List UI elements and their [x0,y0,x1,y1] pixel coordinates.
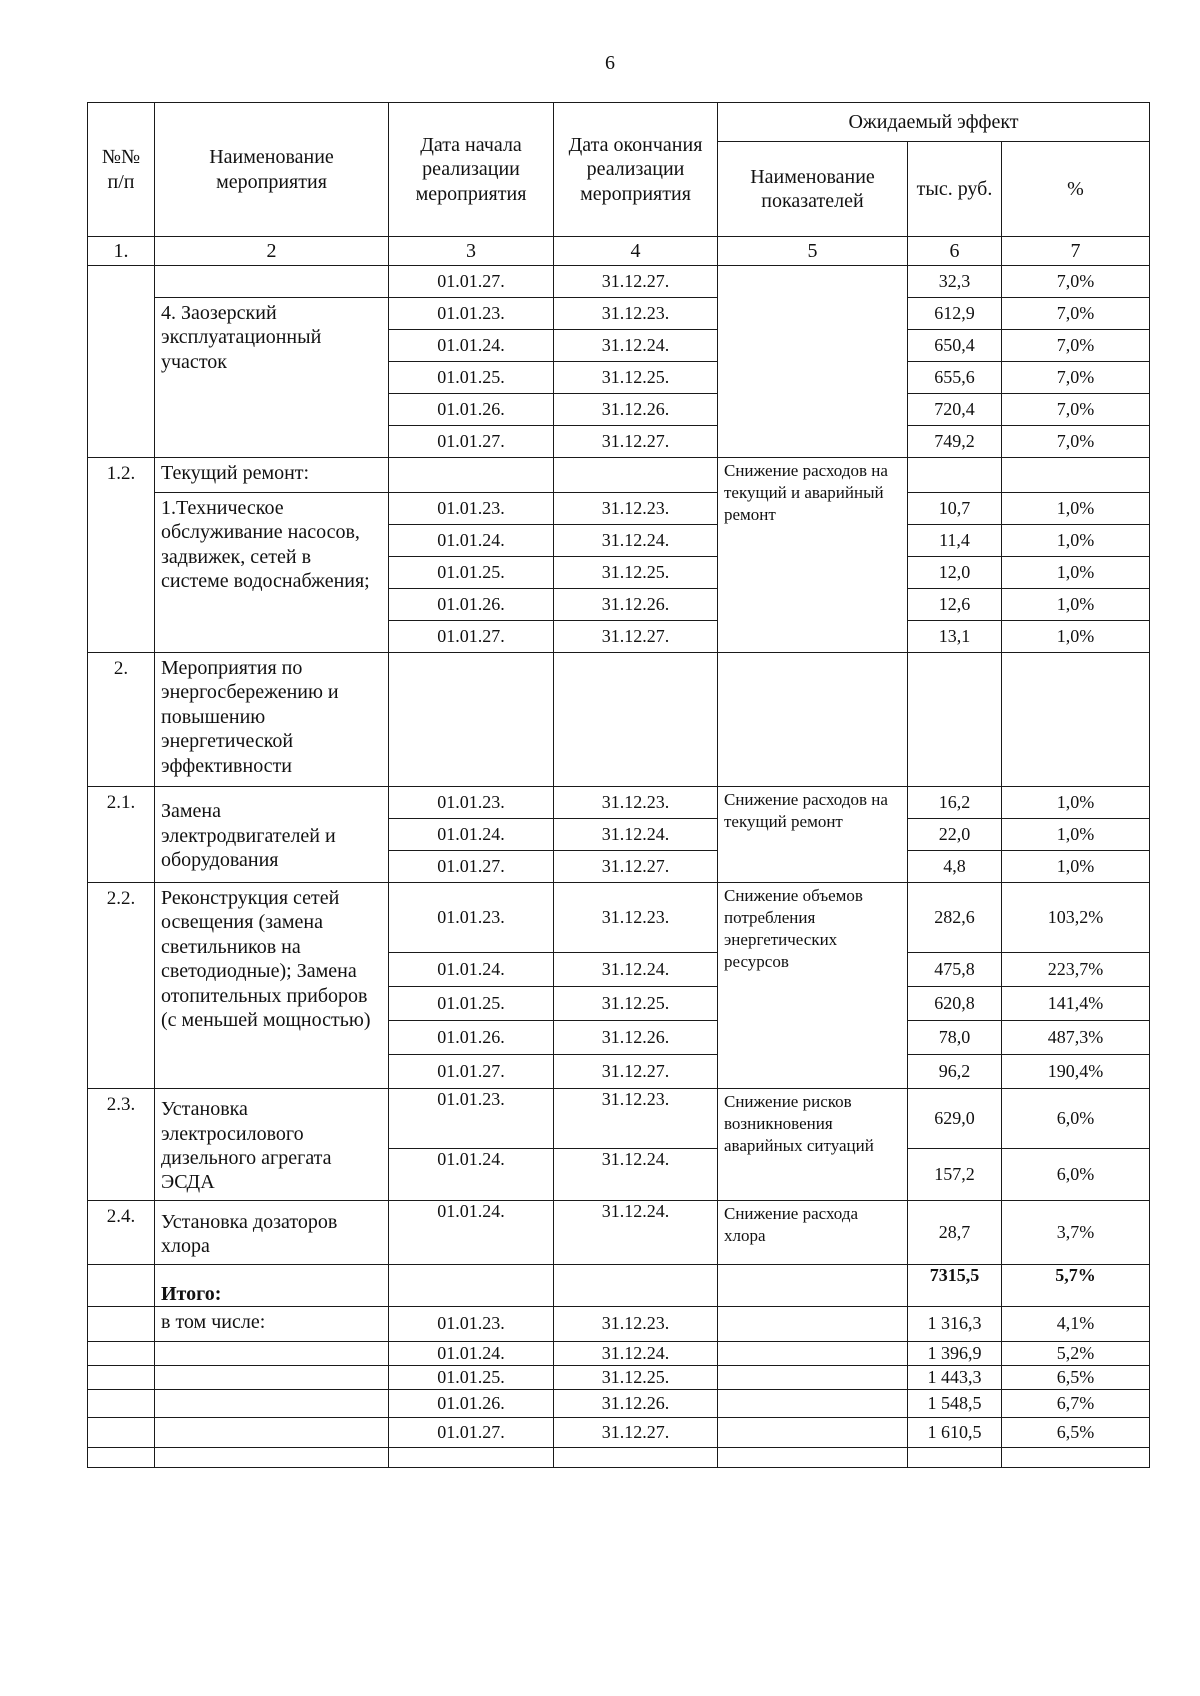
column-number: 4 [554,237,718,266]
table-row [88,1201,1150,1265]
start-date: 01.01.23. [389,1089,554,1149]
indicator [718,1342,908,1366]
value-percent: 103,2% [1002,883,1150,953]
value-thousand: 612,9 [908,298,1002,330]
value-percent: 1,0% [1002,493,1150,525]
row-name: Реконструкция сетей освещения (замена светильников на светодиодные); Замена отопительных приборов (с меньшей мощностью) [155,883,389,1089]
end-date: 31.12.25. [554,362,718,394]
start-date: 01.01.23. [389,1307,554,1342]
value-thousand [908,1448,1002,1468]
column-number: 6 [908,237,1002,266]
row-num: 2.3. [88,1089,155,1201]
end-date: 31.12.24. [554,1342,718,1366]
table-row [88,266,1150,298]
start-date: 01.01.25. [389,362,554,394]
value-percent: 223,7% [1002,953,1150,987]
value-thousand: 749,2 [908,426,1002,458]
value-thousand: 1 548,5 [908,1390,1002,1418]
value-thousand: 282,6 [908,883,1002,953]
table-row [88,1307,1150,1342]
column-number: 1. [88,237,155,266]
indicator [718,1448,908,1468]
start-date: 01.01.27. [389,426,554,458]
start-date: 01.01.24. [389,330,554,362]
value-percent: 7,0% [1002,330,1150,362]
measures-table [87,102,1150,1468]
end-date: 31.12.26. [554,1021,718,1055]
row-num: 2.2. [88,883,155,1089]
row-name [155,1390,389,1418]
start-date: 01.01.23. [389,493,554,525]
value-percent: 3,7% [1002,1201,1150,1265]
row-name: 1.Техническое обслуживание насосов, задвижек, сетей в системе водоснабжения; [155,493,389,653]
value-percent: 6,5% [1002,1418,1150,1448]
header-name: Наименование мероприятия [155,103,389,237]
row-num [88,1307,155,1342]
row-name: Текущий ремонт: [155,458,389,493]
header-percent: % [1002,142,1150,237]
row-num [88,1265,155,1307]
end-date [554,653,718,787]
value-thousand: 620,8 [908,987,1002,1021]
table-row [88,787,1150,819]
table-row [88,1342,1150,1366]
row-name [155,1342,389,1366]
value-percent: 7,0% [1002,266,1150,298]
end-date [554,1448,718,1468]
value-percent: 1,0% [1002,557,1150,589]
end-date: 31.12.24. [554,525,718,557]
column-number: 7 [1002,237,1150,266]
value-percent: 7,0% [1002,362,1150,394]
value-thousand [908,458,1002,493]
row-num [88,1390,155,1418]
header-num: №№ п/п [88,103,155,237]
start-date: 01.01.27. [389,266,554,298]
value-thousand: 650,4 [908,330,1002,362]
end-date: 31.12.23. [554,1089,718,1149]
value-thousand: 4,8 [908,851,1002,883]
indicator: Снижение расхода хлора [718,1201,908,1265]
value-percent: 7,0% [1002,298,1150,330]
table-row [88,883,1150,953]
end-date: 31.12.27. [554,1418,718,1448]
value-percent: 6,0% [1002,1089,1150,1149]
value-thousand: 475,8 [908,953,1002,987]
end-date [554,1265,718,1307]
end-date: 31.12.23. [554,883,718,953]
value-thousand: 32,3 [908,266,1002,298]
value-percent: 1,0% [1002,851,1150,883]
value-thousand: 96,2 [908,1055,1002,1089]
value-thousand: 22,0 [908,819,1002,851]
end-date: 31.12.27. [554,266,718,298]
header-expected-effect: Ожидаемый эффект [718,103,1150,142]
indicator [718,1418,908,1448]
table-row [88,458,1150,493]
indicator [718,266,908,458]
start-date: 01.01.24. [389,1201,554,1265]
indicator [718,1265,908,1307]
table-row [88,653,1150,787]
indicator: Снижение расходов на текущий и аварийный ремонт [718,458,908,653]
start-date: 01.01.25. [389,1366,554,1390]
row-num [88,1448,155,1468]
value-thousand: 12,0 [908,557,1002,589]
row-name: Замена электродвигателей и оборудования [155,787,389,883]
row-num: 2.1. [88,787,155,883]
value-percent: 487,3% [1002,1021,1150,1055]
value-thousand: 655,6 [908,362,1002,394]
start-date: 01.01.27. [389,1055,554,1089]
row-num [88,1366,155,1390]
indicator [718,653,908,787]
column-number: 2 [155,237,389,266]
end-date: 31.12.23. [554,1307,718,1342]
value-percent: 5,2% [1002,1342,1150,1366]
row-name: Мероприятия по энергосбережению и повышению энергетической эффективности [155,653,389,787]
page-number: 6 [605,52,615,74]
value-thousand: 10,7 [908,493,1002,525]
start-date: 01.01.24. [389,819,554,851]
row-name [155,1448,389,1468]
value-thousand [908,653,1002,787]
row-name [155,1418,389,1448]
value-thousand: 1 396,9 [908,1342,1002,1366]
start-date: 01.01.25. [389,557,554,589]
indicator [718,1307,908,1342]
column-numbers-row [88,237,1150,266]
value-percent: 7,0% [1002,426,1150,458]
value-percent: 1,0% [1002,787,1150,819]
value-thousand: 1 443,3 [908,1366,1002,1390]
start-date [389,1265,554,1307]
value-thousand: 1 610,5 [908,1418,1002,1448]
end-date: 31.12.23. [554,298,718,330]
header-end-date: Дата окончания реализации мероприятия [554,103,718,237]
end-date: 31.12.27. [554,426,718,458]
start-date: 01.01.23. [389,787,554,819]
row-num: 2.4. [88,1201,155,1265]
value-percent: 141,4% [1002,987,1150,1021]
end-date [554,458,718,493]
value-thousand: 11,4 [908,525,1002,557]
including-label: в том числе: [155,1307,389,1342]
start-date: 01.01.26. [389,394,554,426]
end-date: 31.12.23. [554,493,718,525]
value-thousand: 16,2 [908,787,1002,819]
start-date: 01.01.26. [389,1021,554,1055]
row-num [88,1418,155,1448]
value-thousand: 28,7 [908,1201,1002,1265]
total-row [88,1265,1150,1307]
start-date: 01.01.26. [389,1390,554,1418]
column-number: 5 [718,237,908,266]
row-name: Установка дозаторов хлора [155,1201,389,1265]
value-thousand: 629,0 [908,1089,1002,1149]
value-percent: 1,0% [1002,819,1150,851]
indicator: Снижение расходов на текущий ремонт [718,787,908,883]
start-date: 01.01.24. [389,525,554,557]
value-percent: 1,0% [1002,621,1150,653]
start-date: 01.01.27. [389,1418,554,1448]
value-percent [1002,458,1150,493]
row-name [155,266,389,298]
value-percent: 7,0% [1002,394,1150,426]
table-row [88,1390,1150,1418]
end-date: 31.12.27. [554,621,718,653]
end-date: 31.12.26. [554,1390,718,1418]
end-date: 31.12.25. [554,987,718,1021]
value-percent: 4,1% [1002,1307,1150,1342]
value-thousand: 78,0 [908,1021,1002,1055]
value-percent: 6,7% [1002,1390,1150,1418]
end-date: 31.12.27. [554,851,718,883]
value-percent [1002,1448,1150,1468]
row-num: 2. [88,653,155,787]
value-percent: 190,4% [1002,1055,1150,1089]
header-indicator: Наименование показателей [718,142,908,237]
total-value: 7315,5 [908,1265,1002,1307]
total-percent: 5,7% [1002,1265,1150,1307]
value-percent [1002,653,1150,787]
end-date: 31.12.25. [554,557,718,589]
start-date: 01.01.24. [389,953,554,987]
table-row [88,1418,1150,1448]
end-date: 31.12.24. [554,330,718,362]
header-thousand-rub: тыс. руб. [908,142,1002,237]
start-date: 01.01.26. [389,589,554,621]
value-percent: 6,5% [1002,1366,1150,1390]
indicator: Снижение рисков возникновения аварийных ситуаций [718,1089,908,1201]
start-date: 01.01.24. [389,1149,554,1201]
indicator: Снижение объемов потребления энергетических ресурсов [718,883,908,1089]
start-date: 01.01.24. [389,1342,554,1366]
start-date [389,1448,554,1468]
value-thousand: 13,1 [908,621,1002,653]
column-number: 3 [389,237,554,266]
end-date: 31.12.27. [554,1055,718,1089]
row-num [88,1342,155,1366]
row-name: Установка электросилового дизельного агрегата ЭСДА [155,1089,389,1201]
header-start-date: Дата начала реализации мероприятия [389,103,554,237]
start-date: 01.01.27. [389,851,554,883]
row-name [155,1366,389,1390]
row-num [88,266,155,458]
header-row [88,103,1150,142]
value-thousand: 720,4 [908,394,1002,426]
row-num: 1.2. [88,458,155,653]
start-date: 01.01.23. [389,298,554,330]
start-date [389,458,554,493]
start-date: 01.01.23. [389,883,554,953]
end-date: 31.12.25. [554,1366,718,1390]
indicator [718,1390,908,1418]
row-name: 4. Заозерский эксплуатационный участок [155,298,389,458]
value-thousand: 157,2 [908,1149,1002,1201]
value-thousand: 12,6 [908,589,1002,621]
table-row [88,1089,1150,1149]
end-date: 31.12.23. [554,787,718,819]
start-date: 01.01.25. [389,987,554,1021]
total-label: Итого: [155,1265,389,1307]
table-row [88,1366,1150,1390]
table-row [88,493,1150,525]
end-date: 31.12.26. [554,394,718,426]
end-date: 31.12.24. [554,1149,718,1201]
table-row [88,1448,1150,1468]
value-percent: 6,0% [1002,1149,1150,1201]
end-date: 31.12.24. [554,819,718,851]
start-date: 01.01.27. [389,621,554,653]
value-percent: 1,0% [1002,525,1150,557]
value-percent: 1,0% [1002,589,1150,621]
indicator [718,1366,908,1390]
value-thousand: 1 316,3 [908,1307,1002,1342]
end-date: 31.12.24. [554,953,718,987]
end-date: 31.12.26. [554,589,718,621]
end-date: 31.12.24. [554,1201,718,1265]
table-row [88,298,1150,330]
start-date [389,653,554,787]
